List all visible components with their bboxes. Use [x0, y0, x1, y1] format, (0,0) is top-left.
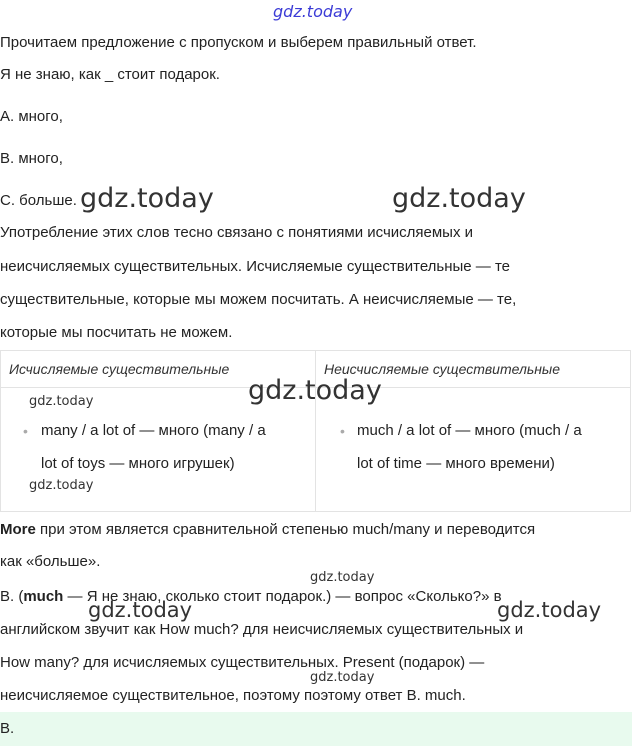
answer-explanation-line: английском звучит как How much? для неисчисляемых существительных и — [0, 621, 524, 638]
watermark: gdz.today — [248, 375, 382, 406]
answer-explanation-line: How many? для исчисляемых существительных. Present (подарок) — — [0, 654, 485, 671]
answer-explanation-line: неисчисляемое существительное, поэтому поэтому ответ B. much. — [0, 687, 466, 704]
bullet-icon: • — [23, 423, 28, 439]
watermark: gdz.today — [497, 598, 602, 622]
explanation-line: которые мы посчитать не можем. — [0, 324, 233, 341]
answer-term: much — [23, 588, 64, 605]
task-sentence: Я не знаю, как _ стоит подарок. — [0, 66, 220, 83]
table-cell-text: many / a lot of — много (many / a — [41, 422, 266, 439]
option-b: B. много, — [0, 150, 63, 167]
watermark: gdz.today — [310, 570, 375, 585]
more-note-line: как «больше». — [0, 553, 101, 570]
final-answer-box — [0, 712, 632, 746]
explanation-line: существительные, которые мы можем посчитать. А неисчисляемые — те, — [0, 291, 517, 308]
intro-text: Прочитаем предложение с пропуском и выберем правильный ответ. — [0, 34, 477, 51]
option-c: C. больше. — [0, 192, 77, 209]
table-header-uncountable: Неисчисляемые существительные — [324, 361, 561, 377]
watermark: gdz.today — [310, 670, 375, 685]
watermark-top: gdz.today — [273, 2, 353, 21]
more-term: More — [0, 521, 36, 538]
answer-prefix: B. ( — [0, 588, 24, 605]
watermark: gdz.today — [392, 183, 526, 214]
answer-explanation-line — [0, 588, 502, 605]
watermark: gdz.today — [29, 478, 94, 493]
explanation-line: неисчисляемых существительных. Исчисляемые существительные — те — [0, 258, 511, 275]
table-cell-text: lot of toys — много игрушек) — [41, 455, 235, 472]
watermark: gdz.today — [80, 183, 214, 214]
explanation-line: Употребление этих слов тесно связано с понятиями исчисляемых и — [0, 224, 474, 241]
more-note-line — [0, 521, 535, 538]
option-a: A. много, — [0, 108, 63, 125]
final-answer: B. — [0, 720, 15, 737]
table-header-countable: Исчисляемые существительные — [9, 361, 230, 377]
more-note-text: при этом является сравнительной степенью much/many и переводится — [35, 521, 536, 538]
bullet-icon: • — [340, 423, 345, 439]
watermark: gdz.today — [29, 394, 94, 409]
table-cell-text: much / a lot of — много (much / a — [357, 422, 582, 439]
table-cell-text: lot of time — много времени) — [357, 455, 555, 472]
answer-text: — Я не знаю, сколько стоит подарок.) — вопрос «Сколько?» в — [63, 588, 502, 605]
watermark: gdz.today — [88, 598, 193, 622]
